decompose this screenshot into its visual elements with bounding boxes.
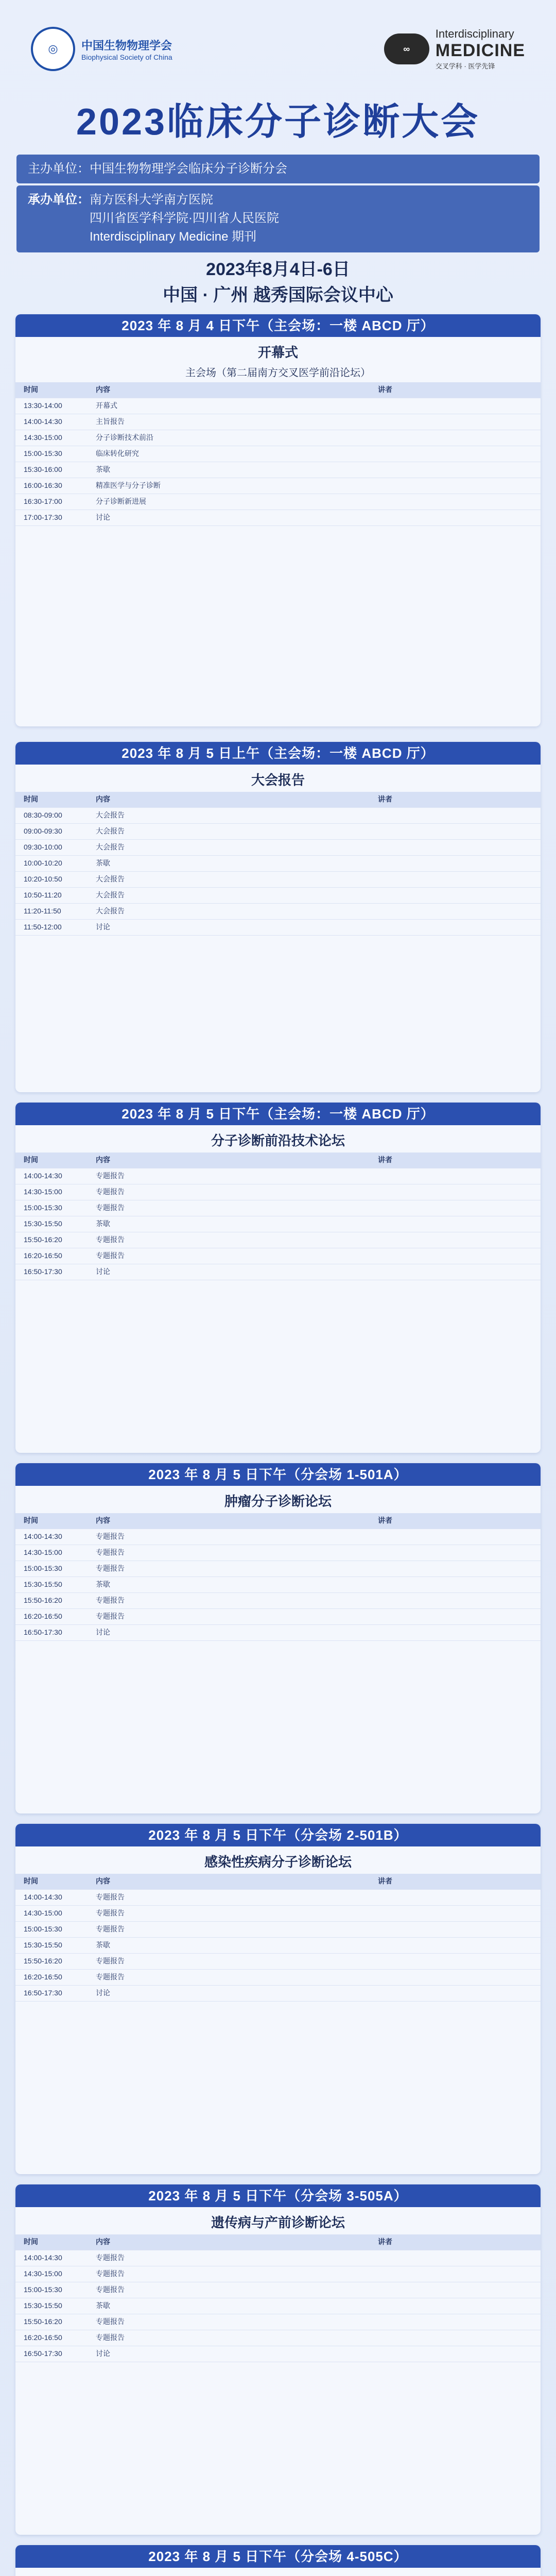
speaker-cell — [378, 496, 532, 507]
content-cell: 大会报告 — [96, 811, 125, 819]
speaker-cell — [378, 464, 532, 476]
time-cell: 14:30-15:00 — [24, 1548, 62, 1556]
time-cell: 11:50-12:00 — [24, 923, 62, 931]
section-title: 肿瘤分子诊断论坛 — [224, 1494, 332, 1509]
speaker-cell — [378, 906, 532, 917]
table-row — [15, 2330, 541, 2346]
time-cell: 15:30-16:00 — [24, 465, 62, 473]
schedule-section — [15, 1103, 541, 1453]
time-cell: 16:30-17:00 — [24, 497, 62, 505]
content-cell: 茶歇 — [96, 859, 110, 867]
content-cell: 专题报告 — [96, 1973, 125, 1981]
bsc-name-en: Biophysical Society of China — [81, 53, 172, 61]
time-cell: 11:20-11:50 — [24, 907, 61, 915]
column-header-speaker: 讲者 — [378, 2238, 392, 2246]
speaker-cell — [378, 1218, 532, 1230]
speaker-cell — [378, 2252, 532, 2264]
speaker-cell — [378, 1956, 532, 1967]
schedule-section — [15, 1463, 541, 1814]
speaker-cell — [378, 416, 532, 428]
speaker-cell — [378, 1202, 532, 1214]
logo-row — [31, 21, 525, 77]
column-header-content: 内容 — [96, 795, 110, 803]
speaker-cell — [378, 922, 532, 933]
column-header-time: 时间 — [24, 795, 38, 803]
speaker-cell — [378, 1171, 532, 1182]
content-cell: 专题报告 — [96, 1532, 125, 1540]
column-header-time: 时间 — [24, 385, 38, 394]
content-cell: 精准医学与分子诊断 — [96, 481, 161, 489]
speaker-cell — [378, 810, 532, 821]
co-organizer-1: 南方医科大学南方医院 — [90, 193, 213, 207]
time-cell: 16:50-17:30 — [24, 1267, 62, 1276]
content-cell: 专题报告 — [96, 2253, 125, 2262]
table-row — [15, 1577, 541, 1593]
speaker-cell — [378, 890, 532, 901]
content-cell: 专题报告 — [96, 1188, 125, 1196]
time-cell: 14:30-15:00 — [24, 433, 62, 442]
content-cell: 主旨报告 — [96, 417, 125, 426]
speaker-cell — [378, 1595, 532, 1606]
content-cell: 专题报告 — [96, 1204, 125, 1212]
speaker-cell — [378, 2332, 532, 2344]
table-row — [15, 856, 541, 872]
table-row — [15, 888, 541, 904]
table-row — [15, 824, 541, 840]
content-cell: 专题报告 — [96, 1925, 125, 1933]
content-cell: 大会报告 — [96, 875, 125, 883]
time-cell: 16:50-17:30 — [24, 1989, 62, 1997]
speaker-cell — [378, 400, 532, 412]
section-subtitle: 主会场（第二届南方交叉医学前沿论坛） — [185, 367, 371, 379]
column-header-content: 内容 — [96, 385, 110, 394]
content-cell: 讨论 — [96, 1989, 110, 1997]
content-cell: 茶歇 — [96, 1941, 110, 1949]
speaker-cell — [378, 1234, 532, 1246]
content-cell: 专题报告 — [96, 1172, 125, 1180]
time-cell: 16:50-17:30 — [24, 2349, 62, 2358]
table-header — [15, 382, 541, 398]
time-cell: 16:20-16:50 — [24, 1251, 62, 1260]
content-cell: 专题报告 — [96, 1235, 125, 1244]
speaker-cell — [378, 874, 532, 885]
table-header — [15, 792, 541, 808]
content-cell: 讨论 — [96, 1628, 110, 1636]
speaker-cell — [378, 1892, 532, 1903]
speaker-cell — [378, 1908, 532, 1919]
section-title: 遗传病与产前诊断论坛 — [211, 2215, 345, 2230]
table-row — [15, 1593, 541, 1609]
section-header: 2023 年 8 月 5 日下午（分会场 4-505C） — [15, 2545, 541, 2568]
speaker-cell — [378, 2300, 532, 2312]
co-organizers — [16, 185, 540, 252]
journal-name-main: MEDICINE — [435, 41, 525, 60]
table-row — [15, 1184, 541, 1200]
content-cell: 专题报告 — [96, 1548, 125, 1556]
speaker-cell — [378, 1579, 532, 1590]
time-cell: 14:30-15:00 — [24, 2269, 62, 2278]
content-cell: 讨论 — [96, 923, 110, 931]
time-cell: 15:00-15:30 — [24, 1925, 62, 1933]
time-cell: 14:00-14:30 — [24, 417, 62, 426]
table-row — [15, 1970, 541, 1986]
journal-tagline: 交叉学科 · 医学先锋 — [435, 62, 495, 70]
table-row — [15, 1248, 541, 1264]
speaker-cell — [378, 1187, 532, 1198]
column-header-time: 时间 — [24, 1877, 38, 1885]
table-row — [15, 920, 541, 936]
speaker-cell — [378, 512, 532, 523]
speaker-cell — [378, 2348, 532, 2360]
table-row — [15, 1264, 541, 1280]
table-row — [15, 510, 541, 526]
section-header: 2023 年 8 月 5 日上午（主会场：一楼 ABCD 厅） — [15, 742, 541, 765]
speaker-cell — [378, 2316, 532, 2328]
table-row — [15, 1216, 541, 1232]
table-row — [15, 430, 541, 446]
table-row — [15, 2314, 541, 2330]
section-header: 2023 年 8 月 4 日下午（主会场：一楼 ABCD 厅） — [15, 314, 541, 337]
section-title: 开幕式 — [257, 345, 298, 360]
table-row — [15, 446, 541, 462]
time-cell: 16:00-16:30 — [24, 481, 62, 489]
content-cell: 专题报告 — [96, 1564, 125, 1572]
table-row — [15, 414, 541, 430]
schedule-section — [15, 742, 541, 1092]
column-header-time: 时间 — [24, 1156, 38, 1164]
section-title: 大会报告 — [251, 772, 305, 788]
speaker-cell — [378, 1611, 532, 1622]
table-row — [15, 1168, 541, 1184]
content-cell: 茶歇 — [96, 465, 110, 473]
bsc-emblem-icon: ◎ — [31, 27, 75, 71]
section-header: 2023 年 8 月 5 日下午（主会场：一楼 ABCD 厅） — [15, 1103, 541, 1125]
column-header-speaker: 讲者 — [378, 385, 392, 394]
speaker-cell — [378, 1924, 532, 1935]
time-cell: 15:30-15:50 — [24, 1941, 62, 1949]
time-cell: 15:30-15:50 — [24, 1219, 62, 1228]
time-cell: 14:30-15:00 — [24, 1909, 62, 1917]
speaker-cell — [378, 2284, 532, 2296]
column-header-content: 内容 — [96, 1516, 110, 1524]
column-header-speaker: 讲者 — [378, 1516, 392, 1524]
content-cell: 专题报告 — [96, 1957, 125, 1965]
table-row — [15, 1200, 541, 1216]
time-cell: 15:50-16:20 — [24, 2317, 62, 2326]
content-cell: 茶歇 — [96, 2301, 110, 2310]
time-cell: 15:50-16:20 — [24, 1957, 62, 1965]
table-row — [15, 1938, 541, 1954]
table-row — [15, 1906, 541, 1922]
table-row — [15, 1232, 541, 1248]
table-row — [15, 1922, 541, 1938]
table-row — [15, 478, 541, 494]
column-header-content: 内容 — [96, 1156, 110, 1164]
time-cell: 10:00-10:20 — [24, 859, 62, 867]
journal-name-top: Interdisciplinary — [435, 27, 514, 40]
table-row — [15, 1529, 541, 1545]
table-row — [15, 872, 541, 888]
content-cell: 专题报告 — [96, 2269, 125, 2278]
time-cell: 15:50-16:20 — [24, 1235, 62, 1244]
time-cell: 16:20-16:50 — [24, 1612, 62, 1620]
column-header-speaker: 讲者 — [378, 1156, 392, 1164]
table-header — [15, 1153, 541, 1168]
content-cell: 茶歇 — [96, 1580, 110, 1588]
speaker-cell — [378, 480, 532, 492]
table-row — [15, 2250, 541, 2266]
speaker-cell — [378, 826, 532, 837]
time-cell: 15:00-15:30 — [24, 449, 62, 457]
time-cell: 15:00-15:30 — [24, 1564, 62, 1572]
table-row — [15, 2266, 541, 2282]
column-header-speaker: 讲者 — [378, 1877, 392, 1885]
bsc-logo — [31, 27, 172, 71]
speaker-cell — [378, 1988, 532, 1999]
time-cell: 15:00-15:30 — [24, 1204, 62, 1212]
co-organizer-3: Interdisciplinary Medicine 期刊 — [90, 230, 257, 244]
content-cell: 讨论 — [96, 513, 110, 521]
table-row — [15, 1609, 541, 1625]
content-cell: 大会报告 — [96, 891, 125, 899]
content-cell: 分子诊断技术前沿 — [96, 433, 153, 442]
time-cell: 15:30-15:50 — [24, 1580, 62, 1588]
time-cell: 14:00-14:30 — [24, 1893, 62, 1901]
journal-logo — [384, 27, 525, 71]
table-row — [15, 904, 541, 920]
content-cell: 专题报告 — [96, 1893, 125, 1901]
speaker-cell — [378, 1250, 532, 1262]
table-header — [15, 1874, 541, 1890]
content-cell: 专题报告 — [96, 1596, 125, 1604]
time-cell: 15:00-15:30 — [24, 2285, 62, 2294]
column-header-time: 时间 — [24, 2238, 38, 2246]
speaker-cell — [378, 2268, 532, 2280]
time-cell: 17:00-17:30 — [24, 513, 62, 521]
content-cell: 专题报告 — [96, 1612, 125, 1620]
content-cell: 专题报告 — [96, 2317, 125, 2326]
page-title: 2023临床分子诊断大会 — [76, 101, 480, 143]
table-row — [15, 840, 541, 856]
speaker-cell — [378, 1940, 532, 1951]
bsc-name-cn: 中国生物物理学会 — [81, 39, 172, 52]
column-header-time: 时间 — [24, 1516, 38, 1524]
time-cell: 15:30-15:50 — [24, 2301, 62, 2310]
time-cell: 14:00-14:30 — [24, 1532, 62, 1540]
co-label: 承办单位： — [28, 193, 90, 207]
table-row — [15, 398, 541, 414]
speaker-cell — [378, 1563, 532, 1574]
table-row — [15, 1561, 541, 1577]
content-cell: 讨论 — [96, 1267, 110, 1276]
time-cell: 10:50-11:20 — [24, 891, 62, 899]
table-row — [15, 1890, 541, 1906]
speaker-cell — [378, 432, 532, 444]
content-cell: 专题报告 — [96, 2333, 125, 2342]
speaker-cell — [378, 448, 532, 460]
table-header — [15, 2234, 541, 2250]
section-title — [15, 2568, 541, 2576]
time-cell: 09:30-10:00 — [24, 843, 62, 851]
table-row — [15, 1625, 541, 1641]
content-cell: 茶歇 — [96, 1219, 110, 1228]
time-cell: 14:30-15:00 — [24, 1188, 62, 1196]
event-venue: 中国 · 广州 越秀国际会议中心 — [163, 285, 393, 305]
content-cell: 专题报告 — [96, 1909, 125, 1917]
host-organizer: 主办单位：中国生物物理学会临床分子诊断分会 — [16, 155, 540, 183]
schedule-section — [15, 1824, 541, 2174]
speaker-cell — [378, 1531, 532, 1543]
time-cell: 16:20-16:50 — [24, 1973, 62, 1981]
content-cell: 讨论 — [96, 2349, 110, 2358]
speaker-cell — [378, 1627, 532, 1638]
column-header-content: 内容 — [96, 2238, 110, 2246]
time-cell: 14:00-14:30 — [24, 2253, 62, 2262]
table-header — [15, 1513, 541, 1529]
speaker-cell — [378, 858, 532, 869]
table-row — [15, 1954, 541, 1970]
time-cell: 08:30-09:00 — [24, 811, 62, 819]
journal-mark-icon: ∞ — [384, 33, 429, 64]
table-row — [15, 494, 541, 510]
content-cell: 开幕式 — [96, 401, 117, 410]
column-header-speaker: 讲者 — [378, 795, 392, 803]
table-row — [15, 808, 541, 824]
time-cell: 16:20-16:50 — [24, 2333, 62, 2342]
section-header: 2023 年 8 月 5 日下午（分会场 1-501A） — [15, 1463, 541, 1486]
co-organizer-2: 四川省医学科学院·四川省人民医院 — [90, 211, 279, 225]
column-header-content: 内容 — [96, 1877, 110, 1885]
content-cell: 大会报告 — [96, 907, 125, 915]
table-row — [15, 2346, 541, 2362]
speaker-cell — [378, 1547, 532, 1558]
content-cell: 临床转化研究 — [96, 449, 139, 457]
time-cell: 16:50-17:30 — [24, 1628, 62, 1636]
time-cell: 10:20-10:50 — [24, 875, 62, 883]
schedule-section — [15, 2545, 541, 2576]
content-cell: 大会报告 — [96, 827, 125, 835]
section-title: 感染性疾病分子诊断论坛 — [204, 1854, 352, 1870]
time-cell: 09:00-09:30 — [24, 827, 62, 835]
event-date: 2023年8月4日-6日 — [206, 260, 350, 279]
schedule-section — [15, 2184, 541, 2535]
content-cell: 分子诊断新进展 — [96, 497, 146, 505]
speaker-cell — [378, 1972, 532, 1983]
schedule-section — [15, 314, 541, 726]
content-cell: 专题报告 — [96, 1251, 125, 1260]
time-cell: 15:50-16:20 — [24, 1596, 62, 1604]
section-header: 2023 年 8 月 5 日下午（分会场 2-501B） — [15, 1824, 541, 1846]
table-row — [15, 1545, 541, 1561]
section-title: 分子诊断前沿技术论坛 — [211, 1133, 345, 1148]
time-cell: 14:00-14:30 — [24, 1172, 62, 1180]
speaker-cell — [378, 1266, 532, 1278]
table-row — [15, 1986, 541, 2002]
table-row — [15, 462, 541, 478]
table-row — [15, 2282, 541, 2298]
speaker-cell — [378, 842, 532, 853]
content-cell: 大会报告 — [96, 843, 125, 851]
time-cell: 13:30-14:00 — [24, 401, 62, 410]
table-row — [15, 2298, 541, 2314]
section-header: 2023 年 8 月 5 日下午（分会场 3-505A） — [15, 2184, 541, 2207]
content-cell: 专题报告 — [96, 2285, 125, 2294]
